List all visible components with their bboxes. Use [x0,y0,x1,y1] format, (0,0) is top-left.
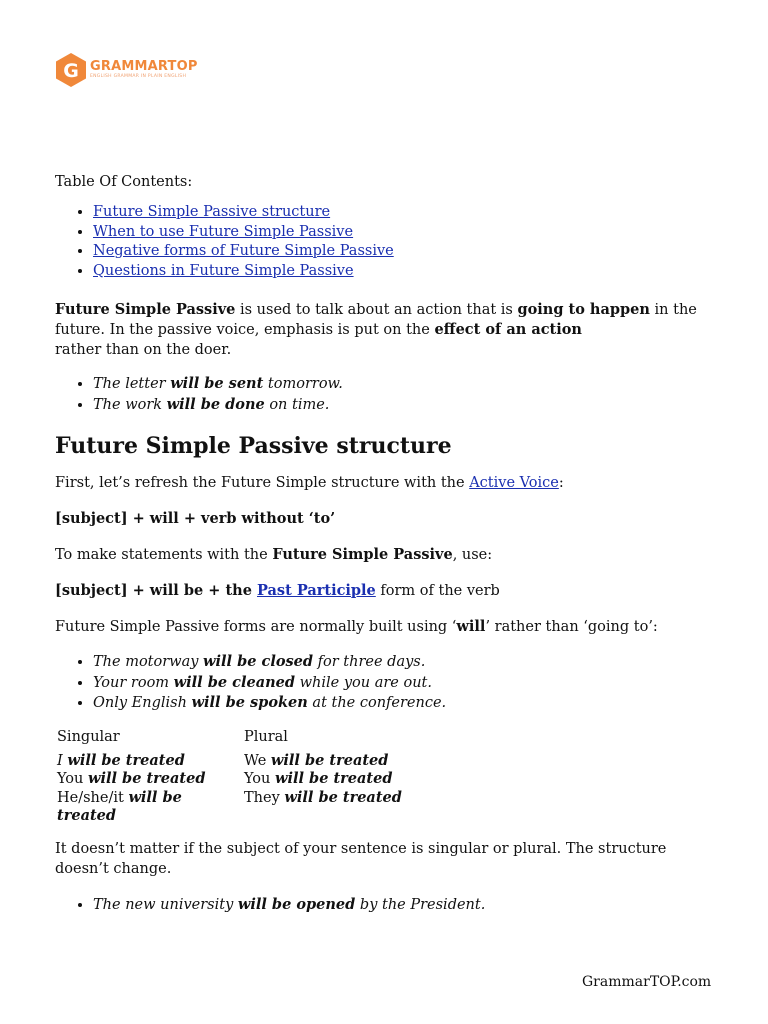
toc-item [93,242,715,262]
example-item [93,895,715,916]
table-header-singular: Singular [57,728,120,745]
footer-site-name: GrammarTOP.com [582,974,712,990]
example-item [93,693,715,714]
intro-bold: going to happen [517,301,650,318]
grammartop-logo-icon [54,52,88,88]
toc-item [93,262,715,282]
subject: You [244,771,271,787]
forms-bold: will [456,618,486,635]
make-statements-paragraph [55,545,715,565]
table-cell-singular [57,752,244,771]
example-text: tomorrow. [263,376,343,392]
example-item [93,673,715,694]
section-heading: Future Simple Passive structure [55,433,452,459]
passive-formula-text: [subject] + will be + the [55,582,257,599]
active-formula: [subject] + will + verb without ‘to’ [55,510,336,527]
table-row [57,752,402,771]
verb-form: will be treated [67,751,185,769]
intro-bold: effect of an action [434,321,582,338]
example-list [55,374,715,415]
example-text: The motorway [93,654,204,670]
structure-note-paragraph: It doesn’t matter if the subject of your sentence is singular or plural. The structure doesn’t change. [55,840,667,877]
subject: We [244,752,267,769]
example-list [55,652,715,714]
logo [54,52,198,88]
forms-text: Future Simple Passive forms are normally built using ‘ [55,619,457,635]
toc-link-when-to-use[interactable]: When to use Future Simple Passive [93,223,354,240]
example-item [93,374,715,395]
toc-item [93,223,715,243]
verb-form: will be treated [57,788,182,824]
example-verb: will be sent [170,375,264,392]
conjugation-table [57,728,402,826]
verb-form: will be treated [270,751,389,769]
table-row [57,770,402,789]
example-text: The work [93,396,167,413]
past-participle-link[interactable]: Past Participle [257,582,376,599]
active-voice-link[interactable]: Active Voice [469,475,559,491]
table-cell-plural [244,789,402,826]
subject: I [57,752,63,769]
make-bold: Future Simple Passive [272,546,453,563]
table-cell-singular [57,789,244,826]
table-header-plural: Plural [244,728,288,745]
toc-link-negative-forms[interactable]: Negative forms of Future Simple Passive [93,243,394,259]
example-text: The new university [93,896,238,913]
article [55,172,715,915]
example-item [93,395,715,416]
intro-text: rather than on the doer. [55,342,232,358]
example-list [55,895,715,916]
example-text: at the conference. [307,695,447,711]
example-verb: will be done [166,395,265,413]
table-cell-singular [57,770,244,789]
logo-name: GRAMMARTOP [90,59,198,75]
subject: He/she/it [57,789,124,806]
passive-formula [55,581,715,601]
refresh-text: : [558,475,564,491]
verb-form: will be treated [88,770,206,787]
example-item [93,652,715,673]
svg-text:G: G [63,60,79,82]
example-text: on time. [264,396,330,413]
forms-paragraph [55,617,715,637]
intro-paragraph [55,300,715,360]
example-verb: will be spoken [191,694,308,711]
example-text: Your room [93,674,174,691]
subject: They [244,789,280,806]
logo-text [90,60,198,80]
example-text: Only English [93,695,192,711]
make-text: , use: [452,547,493,563]
refresh-paragraph [55,473,715,493]
table-row [57,789,402,826]
table-cell-plural [244,770,402,789]
passive-formula-end: form of the verb [375,583,500,599]
example-text: while you are out. [295,674,432,691]
table-cell-plural [244,752,402,771]
toc-label: Table Of Contents: [55,174,193,190]
verb-form: will be treated [275,770,393,787]
toc-list [55,203,715,281]
intro-text: is used to talk about an action that is [235,302,518,318]
toc-link-questions[interactable]: Questions in Future Simple Passive [93,262,354,279]
example-text: The letter [93,376,171,392]
subject: You [57,771,84,787]
example-text: by the President. [355,896,486,913]
refresh-text: First, let’s refresh the Future Simple structure with the [55,475,470,491]
verb-form: will be treated [284,788,402,806]
intro-text: in the future. In the passive voice, emphasis is put on the [55,302,697,338]
example-verb: will be opened [237,895,356,913]
table-header-row [57,728,402,752]
toc-link-structure[interactable]: Future Simple Passive structure [93,204,331,220]
forms-text: ’ rather than ‘going to’: [485,619,658,635]
example-text: for three days. [313,654,426,670]
example-verb: will be cleaned [173,673,296,691]
example-verb: will be closed [203,653,314,670]
intro-term: Future Simple Passive [55,301,236,318]
logo-tagline: ENGLISH GRAMMAR IN PLAIN ENGLISH [90,74,187,80]
make-text: To make statements with the [55,547,273,563]
toc-item [93,203,715,223]
